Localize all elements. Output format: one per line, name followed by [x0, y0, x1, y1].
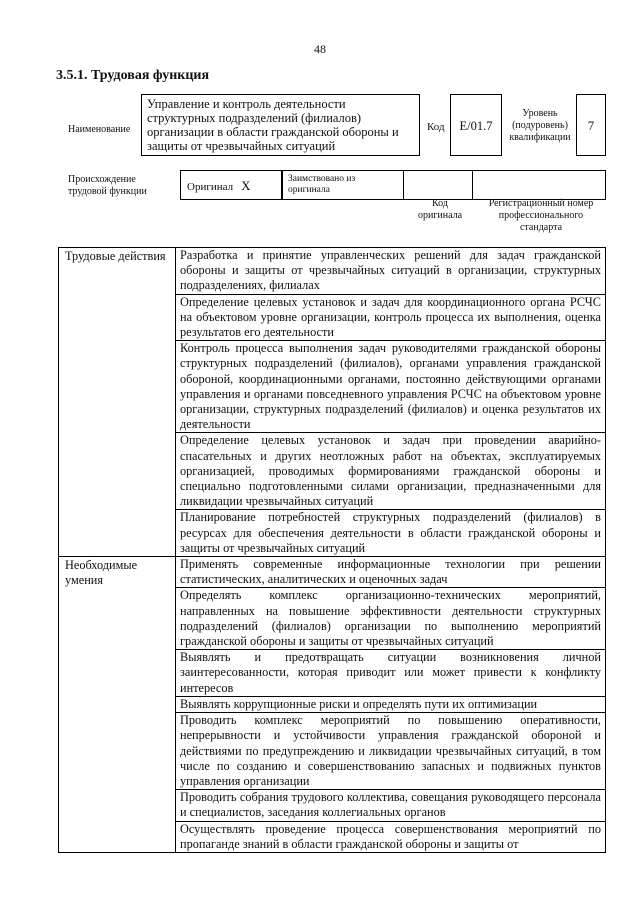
original-cell: [180, 170, 282, 200]
skill-item: Проводить комплекс мероприятий по повышению оперативности, непрерывности и устойчивости управления гражданской обороной и действиями по предупреждению и ликвидации чрезвычайных ситуаций, в том числе по созданию и совершенствованию запасных и подвижных пунктов управления организации: [176, 713, 606, 790]
name-label: Наименование: [68, 124, 131, 135]
labor-action-item: Разработка и принятие управленческих решений для задач гражданской обороны и защиты от чрезвычайных ситуаций в организации, структурных подразделениях, филиалах: [176, 248, 606, 295]
skill-item: Проводить собрания трудового коллектива, совещания руководящего персонала и специалистов, заседания коллегиальных органов: [176, 790, 606, 821]
skills-label: Необходимые умения: [59, 557, 176, 853]
registration-number-cell: [472, 170, 606, 200]
origin-label: Происхождение трудовой функции: [68, 174, 147, 197]
original-mark: X: [241, 178, 251, 193]
skill-item: Применять современные информационные технологии при решении статистических, аналитических и оценочных задач: [176, 557, 606, 588]
original-code-label: Код оригинала: [417, 198, 463, 221]
borrowed-label: Заимствовано из оригинала: [282, 170, 404, 200]
labor-action-item: Планирование потребностей структурных подразделений (филиалов) в ресурсах для обеспечения деятельности в области гражданской обороны и защиты от чрезвычайных ситуаций: [176, 510, 606, 557]
labor-action-item: Определение целевых установок и задач при проведении аварийно-спасательных и других неотложных работ на объектах, эксплуатируемых организацией, проводимых формированиями гражданской обороны и специально подготовленными силами организации, предназначенными для ликвидации чрезвычайных ситуаций: [176, 433, 606, 510]
registration-number-label: Регистрационный номер профессионального стандарта: [488, 198, 594, 233]
skill-item: Осуществлять проведение процесса совершенствования мероприятий по пропаганде знаний в области гражданской обороны и защиты от: [176, 821, 606, 852]
skill-item: Выявлять и предотвращать ситуации возникновения личной заинтересованности, которая приводит или может привести к конфликту интересов: [176, 650, 606, 697]
qualification-level-label: Уровень (подуровень) квалификации: [509, 108, 571, 143]
section-title: 3.5.1. Трудовая функция: [56, 68, 210, 83]
table-row: [59, 557, 606, 588]
table-row: [59, 248, 606, 295]
original-label: Оригинал: [187, 181, 234, 193]
competency-table: [58, 247, 606, 853]
labor-actions-label: Трудовые действия: [59, 248, 176, 557]
page-number: 48: [314, 42, 326, 56]
function-name-value: Управление и контроль деятельности структурных подразделений (филиалов) организации в области гражданской обороны и защиты от чрезвычайных ситуаций: [141, 94, 420, 156]
labor-action-item: Контроль процесса выполнения задач руководителями гражданской обороны структурных подразделений (филиалов), органами управления гражданской обороной, координационными органами, постоянно действующими органами управления и органами повседневного управления РСЧС на объектовом уровне организации, структурных подразделений (филиалов) и оценка результатов их деятельности: [176, 341, 606, 433]
skill-item: Выявлять коррупционные риски и определять пути их оптимизации: [176, 696, 606, 712]
original-code-cell: [403, 170, 473, 200]
qualification-level-value: 7: [576, 94, 606, 156]
skill-item: Определять комплекс организационно-технических мероприятий, направленных на повышение эффективности деятельности структурных подразделений (филиалов) организации по выполнению мероприятий гражданской обороны и защиты от чрезвычайных ситуаций: [176, 588, 606, 650]
labor-action-item: Определение целевых установок и задач для координационного органа РСЧС на объектовом уровне организации, контроль процесса их выполнения, оценка результатов его деятельности: [176, 294, 606, 341]
code-value: E/01.7: [450, 94, 502, 156]
code-label: Код: [427, 121, 445, 133]
